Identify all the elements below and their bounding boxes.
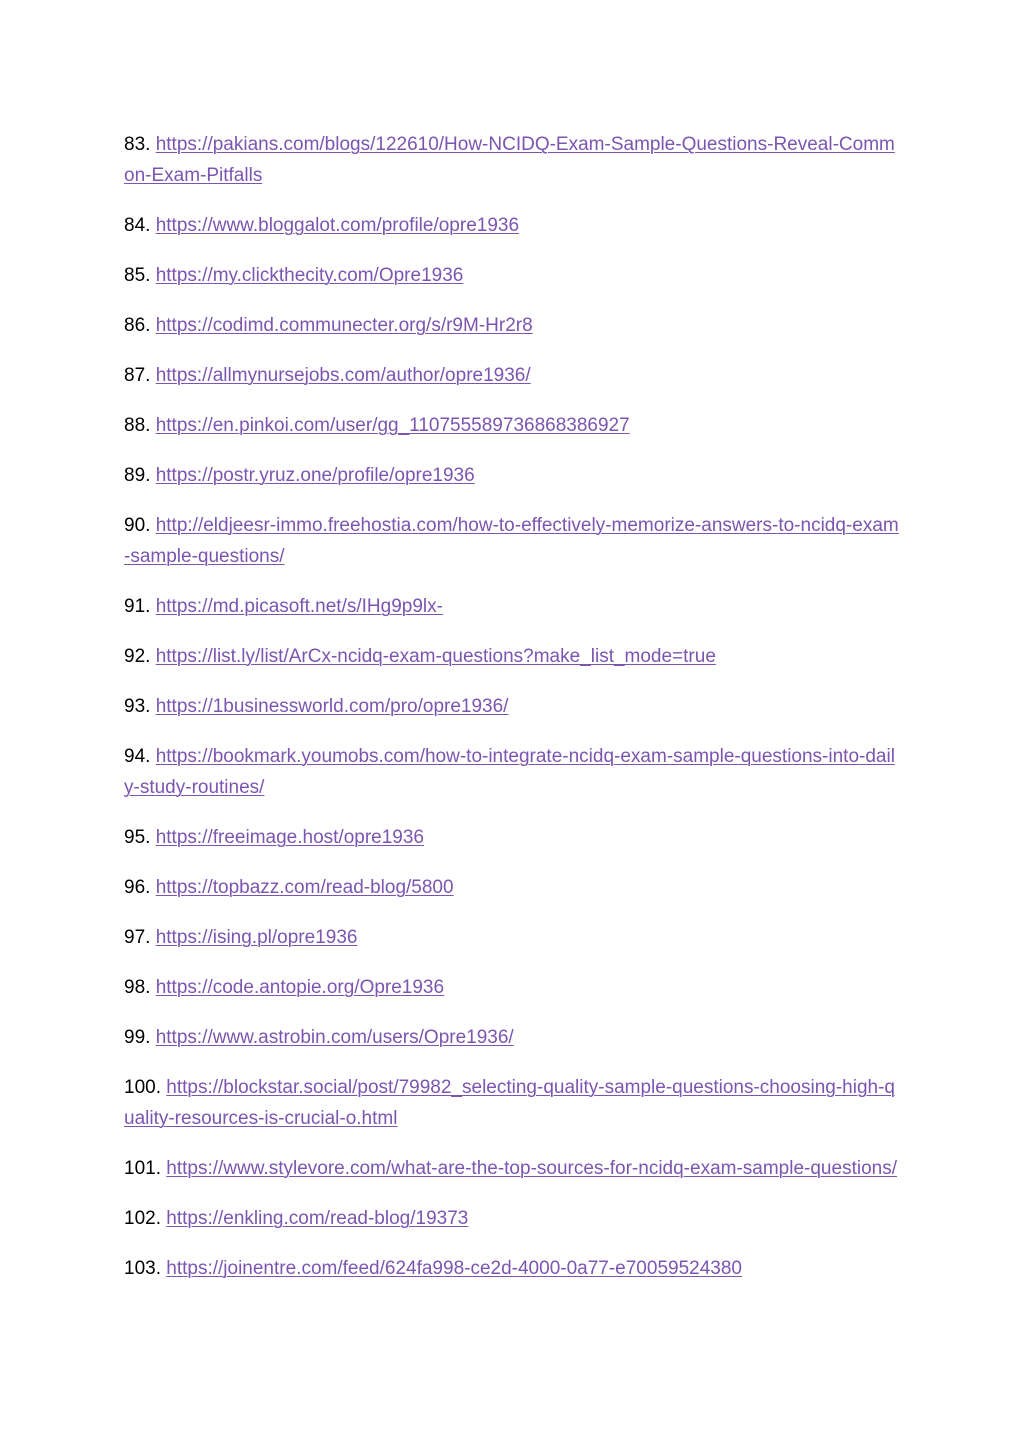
list-item [124,410,904,441]
list-item [124,1022,904,1053]
item-number: 102. [124,1208,161,1229]
list-item [124,641,904,672]
list-item [124,922,904,953]
list-item [124,1253,904,1284]
item-number: 99. [124,1027,151,1048]
list-item [124,591,904,622]
item-link[interactable]: https://en.pinkoi.com/user/gg_110755589736868386927 [155,415,630,436]
list-item [124,460,904,491]
list-item [124,822,904,853]
list-item [124,310,904,341]
item-link[interactable]: http://eldjeesr-immo.freehostia.com/how-to-effectively-memorize-answers-to-ncidq-exam-sample-questions/ [124,515,899,567]
item-number: 86. [124,315,151,336]
link-list [124,129,904,1303]
list-item [124,510,904,572]
item-number: 92. [124,646,151,667]
item-number: 94. [124,746,151,767]
item-link[interactable]: https://www.bloggalot.com/profile/opre1936 [155,215,520,236]
item-number: 89. [124,465,151,486]
item-number: 100. [124,1077,161,1098]
item-number: 103. [124,1258,161,1279]
list-item [124,129,904,191]
item-link[interactable]: https://bookmark.youmobs.com/how-to-integrate-ncidq-exam-sample-questions-into-daily-study-routines/ [124,746,895,798]
item-link[interactable]: https://list.ly/list/ArCx-ncidq-exam-questions?make_list_mode=true [155,646,716,667]
item-number: 101. [124,1158,161,1179]
item-number: 83. [124,134,151,155]
item-link[interactable]: https://enkling.com/read-blog/19373 [166,1208,469,1229]
item-number: 85. [124,265,151,286]
item-link[interactable]: https://allmynursejobs.com/author/opre1936/ [155,365,531,386]
item-link[interactable]: https://topbazz.com/read-blog/5800 [155,877,454,898]
item-number: 97. [124,927,151,948]
item-link[interactable]: https://www.astrobin.com/users/Opre1936/ [155,1027,514,1048]
list-item [124,1153,904,1184]
item-link[interactable]: https://postr.yruz.one/profile/opre1936 [155,465,475,486]
list-item [124,741,904,803]
item-number: 90. [124,515,151,536]
item-link[interactable]: https://1businessworld.com/pro/opre1936/ [155,696,509,717]
item-number: 91. [124,596,151,617]
item-link[interactable]: https://blockstar.social/post/79982_selecting-quality-sample-questions-choosing-high-quality-resources-is-crucial-o.html [124,1077,896,1129]
list-item [124,691,904,722]
item-number: 88. [124,415,151,436]
item-link[interactable]: https://freeimage.host/opre1936 [155,827,424,848]
item-link[interactable]: https://www.stylevore.com/what-are-the-top-sources-for-ncidq-exam-sample-questions/ [166,1158,897,1179]
item-link[interactable]: https://code.antopie.org/Opre1936 [155,977,445,998]
list-item [124,1072,904,1134]
item-link[interactable]: https://ising.pl/opre1936 [155,927,358,948]
list-item [124,972,904,1003]
item-link[interactable]: https://codimd.communecter.org/s/r9M-Hr2r8 [155,315,533,336]
item-number: 84. [124,215,151,236]
item-link[interactable]: https://joinentre.com/feed/624fa998-ce2d-4000-0a77-e70059524380 [166,1258,742,1279]
item-number: 98. [124,977,151,998]
item-number: 87. [124,365,151,386]
item-number: 95. [124,827,151,848]
list-item [124,1203,904,1234]
item-link[interactable]: https://my.clickthecity.com/Opre1936 [155,265,464,286]
list-item [124,360,904,391]
list-item [124,872,904,903]
list-item [124,260,904,291]
item-link[interactable]: https://pakians.com/blogs/122610/How-NCIDQ-Exam-Sample-Questions-Reveal-Common-Exam-Pitfalls [124,134,895,186]
item-number: 93. [124,696,151,717]
list-item [124,210,904,241]
item-number: 96. [124,877,151,898]
item-link[interactable]: https://md.picasoft.net/s/IHg9p9lx- [155,596,443,617]
